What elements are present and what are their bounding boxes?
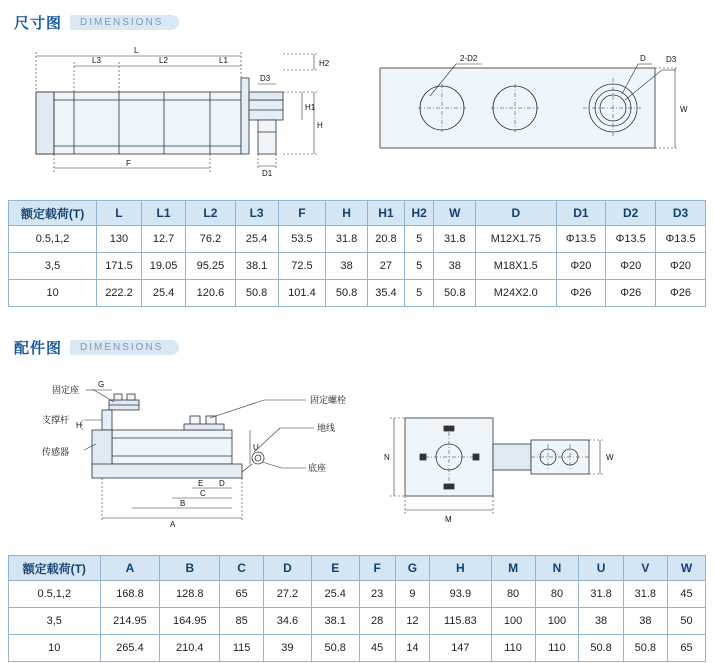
table-cell: 0.5,1,2 [9,226,97,253]
col-header: D3 [656,201,706,226]
table-cell: 50.8 [235,280,278,307]
table-cell: 35.4 [367,280,404,307]
acc-label-B: B [180,499,186,508]
table-cell: 50.8 [579,635,623,662]
table-row [9,608,706,635]
dim-label-F: F [126,159,131,168]
table-cell: 3,5 [9,253,97,280]
table-cell: Φ20 [606,253,656,280]
table-cell: 12.7 [141,226,186,253]
table-cell: 210.4 [160,635,220,662]
table-cell: 31.8 [326,226,368,253]
dimension-table [8,200,706,307]
dim-label-L2: L2 [159,56,168,65]
dim-label-W: W [680,105,688,114]
acc-label-E: E [198,479,204,488]
table-cell: 34.6 [264,608,312,635]
table-row [9,581,706,608]
table-cell: 27 [367,253,404,280]
table-cell: 27.2 [264,581,312,608]
col-header: D [264,556,312,581]
section-title-cn: 尺寸图 [14,15,63,32]
table-cell: M18X1.5 [476,253,556,280]
table-cell: 50 [667,608,705,635]
table-cell: 10 [9,635,101,662]
col-header: E [311,556,359,581]
acc-label-fixed-seat: 固定座 [52,386,80,396]
table-cell: 25.4 [141,280,186,307]
table-cell: 50.8 [434,280,476,307]
acc-label-M: M [445,515,452,524]
dim-label-2D2: 2-D2 [460,54,478,63]
col-header: F [278,201,326,226]
col-header: L2 [186,201,235,226]
col-header: V [623,556,667,581]
dim-label-L3: L3 [92,56,101,65]
table-cell: 5 [404,280,434,307]
col-header: D1 [556,201,606,226]
table-cell: 23 [359,581,395,608]
section-header-accessories [14,337,179,358]
table-cell: 12 [395,608,429,635]
col-header: B [160,556,220,581]
table-cell: 93.9 [430,581,491,608]
table-cell: 72.5 [278,253,326,280]
table-cell: 0.5,1,2 [9,581,101,608]
table-cell: 65 [667,635,705,662]
dim-label-D: D [640,54,646,63]
section-title-en: DIMENSIONS [70,340,179,355]
col-header: D2 [606,201,656,226]
dim-label-L: L [134,46,139,55]
dim-label-D1: D1 [262,169,273,178]
table-cell: 50.8 [311,635,359,662]
table-cell: 9 [395,581,429,608]
acc-label-H: H [76,421,82,430]
acc-label-C: C [200,489,206,498]
acc-label-D: D [219,479,225,488]
table-cell: 65 [220,581,264,608]
section-title-en: DIMENSIONS [70,15,179,30]
table-cell: Φ13.5 [656,226,706,253]
col-header: L3 [235,201,278,226]
dimension-top-view-drawing [370,40,700,180]
col-header: W [434,201,476,226]
col-header: L1 [141,201,186,226]
table-cell: 100 [535,608,579,635]
table-cell: 45 [667,581,705,608]
col-header: H [326,201,368,226]
col-header: L [97,201,142,226]
col-header: C [220,556,264,581]
table-cell: 120.6 [186,280,235,307]
table-cell: 38 [434,253,476,280]
acc-label-support-rod: 支撑杆 [42,416,70,426]
col-header: U [579,556,623,581]
table-cell: 38.1 [235,253,278,280]
table-cell: 214.95 [100,608,160,635]
table-cell: Φ13.5 [606,226,656,253]
table-cell: 31.8 [579,581,623,608]
table-cell: 3,5 [9,608,101,635]
table-cell: 53.5 [278,226,326,253]
table-cell: 171.5 [97,253,142,280]
table-cell: 31.8 [623,581,667,608]
acc-label-G: G [98,380,105,389]
table-cell: 130 [97,226,142,253]
table-cell: Φ20 [556,253,606,280]
acc-label-base: 底座 [308,464,327,474]
dim-label-H1: H1 [305,103,316,112]
acc-label-U: U [253,443,259,452]
table-cell: 25.4 [311,581,359,608]
acc-label-sensor: 传感器 [42,448,70,458]
table-cell: 19.05 [141,253,186,280]
table-cell: Φ20 [656,253,706,280]
table-row [9,226,706,253]
col-header: W [667,556,705,581]
table-cell: Φ26 [606,280,656,307]
table-cell: 147 [430,635,491,662]
col-header: H1 [367,201,404,226]
acc-label-A: A [170,520,176,529]
table-cell: 39 [264,635,312,662]
table-header-row [9,556,706,581]
acc-label-fixing-bolt: 固定螺栓 [310,396,347,406]
dim-label-D3: D3 [260,74,271,83]
table-cell: 80 [491,581,535,608]
table-cell: 110 [535,635,579,662]
table-cell: M24X2.0 [476,280,556,307]
col-header: M [491,556,535,581]
col-header: F [359,556,395,581]
table-cell: 38.1 [311,608,359,635]
dim-label-H: H [317,121,323,130]
table-cell: 110 [491,635,535,662]
section-title-cn: 配件图 [14,340,63,357]
table-cell: 265.4 [100,635,160,662]
accessory-assembly-drawing [14,372,354,542]
table-cell: 50.8 [326,280,368,307]
table-header-row [9,201,706,226]
accessory-plan-view-drawing [380,400,680,530]
table-cell: 115.83 [430,608,491,635]
table-cell: 50.8 [623,635,667,662]
dim-label-H2: H2 [319,59,330,68]
table-row [9,253,706,280]
col-header: H [430,556,491,581]
table-cell: Φ26 [656,280,706,307]
table-cell: 45 [359,635,395,662]
table-cell: 31.8 [434,226,476,253]
table-cell: 76.2 [186,226,235,253]
acc-label-N: N [384,453,390,462]
table-cell: 101.4 [278,280,326,307]
dimension-side-view-drawing [14,40,354,180]
table-cell: 115 [220,635,264,662]
col-header: A [100,556,160,581]
section-header-dimensions [14,12,179,33]
col-header: 额定载荷(T) [9,556,101,581]
table-cell: 95.25 [186,253,235,280]
dim-label-D3-top: D3 [666,55,677,64]
table-cell: Φ26 [556,280,606,307]
table-cell: 10 [9,280,97,307]
dim-label-L1: L1 [219,56,228,65]
table-cell: Φ13.5 [556,226,606,253]
table-cell: M12X1.75 [476,226,556,253]
acc-label-ground-wire: 地线 [317,424,336,434]
table-cell: 38 [326,253,368,280]
table-cell: 222.2 [97,280,142,307]
table-cell: 100 [491,608,535,635]
table-cell: 168.8 [100,581,160,608]
accessory-table [8,555,706,662]
table-row [9,280,706,307]
table-cell: 25.4 [235,226,278,253]
table-cell: 164.95 [160,608,220,635]
table-cell: 14 [395,635,429,662]
col-header: N [535,556,579,581]
col-header: D [476,201,556,226]
table-cell: 38 [623,608,667,635]
table-cell: 20.8 [367,226,404,253]
table-cell: 85 [220,608,264,635]
table-cell: 128.8 [160,581,220,608]
col-header: 额定载荷(T) [9,201,97,226]
col-header: G [395,556,429,581]
table-row [9,635,706,662]
acc-label-W-plan: W [606,453,614,462]
table-cell: 5 [404,253,434,280]
table-cell: 80 [535,581,579,608]
table-cell: 5 [404,226,434,253]
table-cell: 38 [579,608,623,635]
table-cell: 28 [359,608,395,635]
col-header: H2 [404,201,434,226]
